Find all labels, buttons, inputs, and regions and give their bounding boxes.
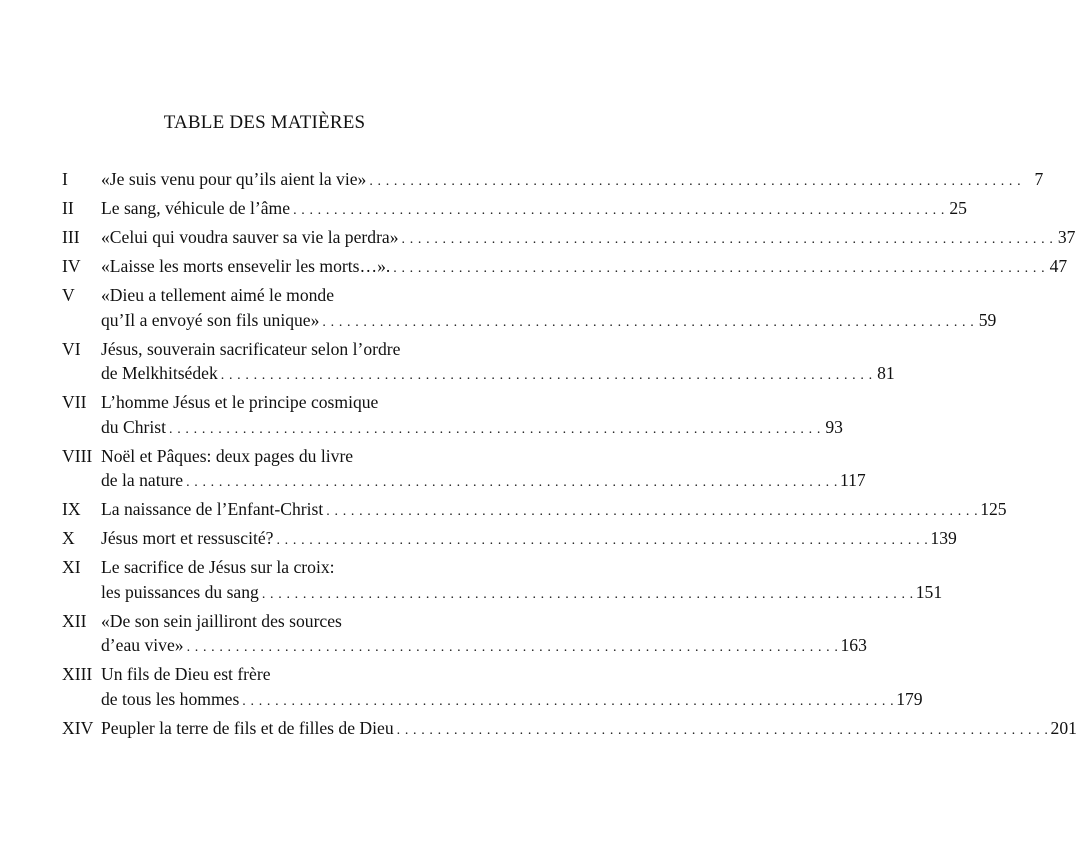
chapter-title-line: du Christ: [101, 416, 167, 437]
chapter-number: V: [62, 285, 75, 305]
dot-leader: . . . . . . . . . . . . . . . . . . . . . . . . . . . . . . . . . . . . . . . . . . . . . . . . . . . . . . . . . . . . . . . . . . . . . . . . . . . . . . . .: [186, 475, 838, 490]
table-of-contents: [62, 167, 1077, 745]
chapter-title-line: «Laisse les morts ensevelir les morts…».: [101, 256, 391, 276]
toc-line: [101, 283, 460, 308]
toc-entry: [62, 555, 943, 607]
toc-line: [101, 580, 943, 608]
chapter-number: XIV: [62, 717, 94, 738]
page-number: 163: [840, 635, 867, 655]
chapter-number: XIII: [62, 664, 93, 684]
toc-entry: [62, 662, 923, 714]
dot-leader: . . . . . . . . . . . . . . . . . . . . . . . . . . . . . . . . . . . . . . . . . . . . . . . . . . . . . . . . . . . . . . . . . . . . . . . . . . . . . . . .: [393, 261, 1046, 276]
dot-leader: . . . . . . . . . . . . . . . . . . . . . . . . . . . . . . . . . . . . . . . . . . . . . . . . . . . . . . . . . . . . . . . . . . . . . . . . . . . . . . . .: [186, 640, 839, 655]
toc-entry: [62, 526, 957, 554]
toc-line: [101, 633, 867, 661]
toc-line: [101, 662, 460, 687]
chapter-number: I: [62, 169, 68, 189]
page-number: 81: [877, 363, 895, 383]
toc-line: [101, 555, 460, 580]
toc-entry: [62, 390, 843, 442]
page-number: 59: [978, 309, 997, 330]
toc-line: [101, 609, 460, 634]
chapter-title-line: Le sang, véhicule de l’âme: [101, 198, 291, 218]
chapter-number: XI: [62, 557, 81, 577]
toc-line: [101, 468, 866, 496]
page-number: 37: [1057, 227, 1076, 247]
toc-entry: [62, 444, 866, 496]
toc-entry: [62, 225, 1076, 253]
chapter-number: X: [62, 528, 75, 548]
toc-entry: [62, 283, 997, 335]
chapter-title-line: La naissance de l’Enfant-Christ: [101, 499, 324, 519]
toc-entry-body: [101, 254, 1068, 282]
toc-line: [101, 361, 895, 389]
toc-entry: [62, 196, 967, 224]
dot-leader: . . . . . . . . . . . . . . . . . . . . . . . . . . . . . . . . . . . . . . . . . . . . . . . . . . . . . . . . . . . . . . . . . . . . . . . . . . . . . . . .: [322, 314, 975, 330]
dot-leader: . . . . . . . . . . . . . . . . . . . . . . . . . . . . . . . . . . . . . . . . . . . . . . . . . . . . . . . . . . . . . . . . . . . . . . . . . . . . . . . .: [326, 504, 979, 519]
chapter-title-line: Jésus, souverain sacrificateur selon l’ordre: [101, 338, 401, 359]
chapter-number: VII: [62, 392, 87, 412]
toc-entry-body: [101, 283, 997, 335]
dot-leader: . . . . . . . . . . . . . . . . . . . . . . . . . . . . . . . . . . . . . . . . . . . . . . . . . . . . . . . . . . . . . . . . . . . . . . . . . . . . . . . .: [276, 533, 929, 548]
dot-leader: . . . . . . . . . . . . . . . . . . . . . . . . . . . . . . . . . . . . . . . . . . . . . . . . . . . . . . . . . . . . . . . . . . . . . . . . . . . . . . . .: [220, 368, 873, 383]
toc-line: [101, 415, 843, 443]
toc-entry: [62, 609, 867, 661]
chapter-title-line: Peupler la terre de fils et de filles de Dieu: [101, 717, 394, 738]
toc-entry-body: [101, 337, 895, 389]
page-number: 151: [915, 581, 943, 602]
toc-line: [101, 716, 1077, 744]
toc-entry-body: [101, 390, 843, 442]
toc-line: [101, 687, 923, 715]
dot-leader: . . . . . . . . . . . . . . . . . . . . . . . . . . . . . . . . . . . . . . . . . . . . . . . . . . . . . . . . . . . . . . . . . . . . . . . . . . . . . . . .: [396, 722, 1049, 738]
chapter-number: IV: [62, 256, 81, 276]
chapter-number: VI: [62, 338, 81, 359]
page-number: 201: [1050, 717, 1077, 738]
chapter-title-line: Jésus mort et ressuscité?: [101, 528, 274, 548]
toc-entry-body: [101, 167, 1044, 195]
page-number: 25: [949, 198, 967, 218]
toc-line: [101, 225, 1076, 253]
chapter-title-line: Noël et Pâques: deux pages du livre: [101, 445, 354, 466]
chapter-title-line: «De son sein jailliront des sources: [101, 610, 342, 631]
chapter-title-line: d’eau vive»: [101, 635, 184, 655]
toc-entry-body: [101, 555, 943, 607]
toc-line: [101, 254, 1068, 282]
toc-line: [101, 167, 1044, 195]
page-number: 125: [980, 499, 1007, 519]
toc-entry-body: [101, 225, 1076, 253]
toc-line: [101, 308, 997, 336]
toc-entry: [62, 497, 1007, 525]
toc-entry: [62, 167, 1044, 195]
chapter-title-line: L’homme Jésus et le principe cosmique: [101, 392, 379, 412]
page-number: 139: [930, 528, 957, 548]
dot-leader: . . . . . . . . . . . . . . . . . . . . . . . . . . . . . . . . . . . . . . . . . . . . . . . . . . . . . . . . . . . . . . . . . . . . . . . . . . . . . . . .: [369, 174, 1022, 189]
toc-entry-body: [101, 609, 867, 661]
chapter-title-line: de Melkhitsédek: [101, 363, 218, 383]
chapter-title-line: Le sacrifice de Jésus sur la croix:: [101, 557, 335, 577]
chapter-title-line: «Celui qui voudra sauver sa vie la perdra»: [101, 227, 399, 247]
dot-leader: . . . . . . . . . . . . . . . . . . . . . . . . . . . . . . . . . . . . . . . . . . . . . . . . . . . . . . . . . . . . . . . . . . . . . . . . . . . . . . . .: [401, 232, 1054, 247]
chapter-title-line: «Je suis venu pour qu’ils aient la vie»: [101, 169, 367, 189]
chapter-title-line: les puissances du sang: [101, 581, 259, 602]
chapter-title-line: «Dieu a tellement aimé le monde: [101, 285, 335, 305]
page-title: TABLE DES MATIÈRES: [163, 112, 366, 133]
page-number: 93: [825, 416, 843, 437]
chapter-title-line: de tous les hommes: [101, 688, 240, 709]
toc-entry-body: [101, 196, 967, 224]
toc-entry-body: [101, 444, 866, 496]
toc-line: [101, 390, 460, 415]
chapter-title-line: qu’Il a envoyé son fils unique»: [101, 309, 320, 330]
toc-entry-body: [101, 497, 1007, 525]
toc-entry: [62, 337, 895, 389]
chapter-title-line: de la nature: [101, 470, 184, 490]
chapter-title-line: Un fils de Dieu est frère: [101, 664, 271, 684]
chapter-number: II: [62, 198, 74, 218]
chapter-number: XII: [62, 610, 87, 631]
toc-entry-body: [101, 662, 923, 714]
toc-line: [101, 444, 460, 469]
page-number: 47: [1049, 256, 1068, 276]
toc-entry-body: [101, 716, 1077, 744]
toc-line: [101, 497, 1007, 525]
chapter-number: III: [62, 227, 80, 247]
page-number: 117: [839, 470, 866, 490]
dot-leader: . . . . . . . . . . . . . . . . . . . . . . . . . . . . . . . . . . . . . . . . . . . . . . . . . . . . . . . . . . . . . . . . . . . . . . . . . . . . . . . .: [242, 693, 895, 709]
chapter-number: IX: [62, 499, 81, 519]
toc-line: [101, 526, 957, 554]
dot-leader: . . . . . . . . . . . . . . . . . . . . . . . . . . . . . . . . . . . . . . . . . . . . . . . . . . . . . . . . . . . . . . . . . . . . . . . . . . . . . . . .: [261, 586, 914, 602]
toc-entry: [62, 254, 1068, 282]
toc-line: [101, 337, 460, 362]
toc-entry-body: [101, 526, 957, 554]
toc-line: [101, 196, 967, 224]
toc-entry: [62, 716, 1077, 744]
chapter-number: VIII: [62, 445, 93, 466]
page-number: 7: [1034, 169, 1044, 189]
page-number: 179: [896, 688, 923, 709]
dot-leader: . . . . . . . . . . . . . . . . . . . . . . . . . . . . . . . . . . . . . . . . . . . . . . . . . . . . . . . . . . . . . . . . . . . . . . . . . . . . . . . .: [293, 203, 945, 218]
dot-leader: . . . . . . . . . . . . . . . . . . . . . . . . . . . . . . . . . . . . . . . . . . . . . . . . . . . . . . . . . . . . . . . . . . . . . . . . . . . . . . . .: [169, 421, 821, 437]
